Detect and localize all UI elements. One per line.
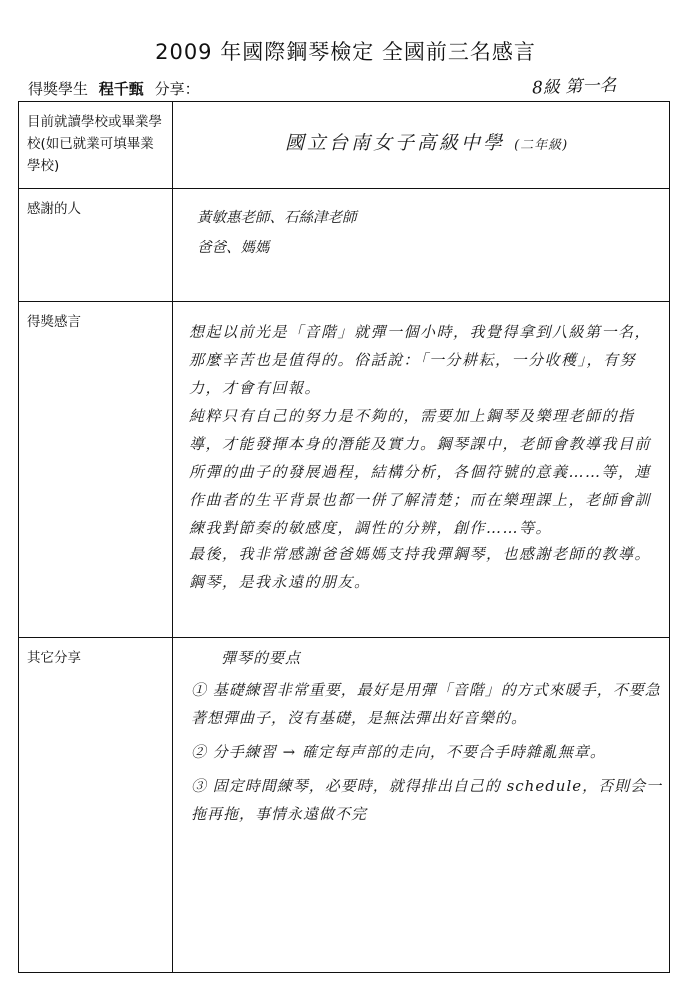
thanks-label: 感謝的人	[19, 189, 173, 301]
school-cell	[173, 102, 669, 188]
other-heading: 彈琴的要点	[221, 649, 302, 667]
row-speech	[19, 302, 669, 638]
other-cell	[173, 638, 669, 972]
share-item-1	[191, 676, 671, 732]
share-item-3-number: ③	[191, 777, 208, 795]
student-label: 得獎學生	[28, 80, 89, 98]
thanks-text	[197, 203, 357, 263]
form-table	[18, 101, 670, 973]
share-item-1-number: ①	[191, 681, 208, 699]
school-value	[285, 128, 568, 155]
thanks-line-2: 爸爸、媽媽	[197, 240, 270, 256]
speech-paragraph-2: 純粹只有自己的努力是不夠的，需要加上鋼琴及樂理老師的指導，才能發揮本身的潛能及實力。鋼琴課中，老師會教導我目前所彈的曲子的發展過程，結構分析，各個符號的意義……等，連作曲者的生平背景也都一併了解清楚；而在樂理課上，老師會訓練我對節奏的敏感度，調性的分辨，創作……等。	[189, 407, 652, 537]
student-suffix: 分享：	[154, 80, 200, 98]
share-item-2-text: 分手練習 → 確定每声部的走向，不要合手時雜亂無章。	[212, 743, 606, 761]
share-item-2	[191, 738, 671, 766]
share-item-3	[191, 772, 671, 828]
thanks-cell	[173, 189, 669, 301]
share-item-3-text: 固定時間練琴，必要時，就得排出自己的 schedule，否則会一拖再拖，事情永遠做不完	[191, 777, 663, 823]
row-other	[19, 638, 669, 972]
school-label: 目前就讀學校或畢業學校(如已就業可填畢業學校)	[19, 102, 173, 188]
thanks-line-1: 黃敏惠老師、石絲津老師	[197, 210, 357, 226]
student-name: 程千甄	[98, 80, 144, 98]
school-name: 國立台南女子高級中學	[285, 132, 506, 154]
share-item-1-text: 基礎練習非常重要，最好是用彈「音階」的方式來暖手，不要急著想彈曲子，沒有基礎，是無法彈出好音樂的。	[191, 681, 661, 727]
page-title: 2009 年國際鋼琴檢定 全國前三名感言	[155, 40, 536, 64]
share-item-2-number: ②	[191, 743, 208, 761]
student-line	[28, 78, 200, 99]
row-school	[19, 102, 669, 189]
other-label: 其它分享	[19, 638, 173, 972]
speech-paragraph-1: 想起以前光是「音階」就彈一個小時，我覺得拿到八級第一名，那麼辛苦也是值得的。俗話說：「一分耕耘，一分收穫」，有努力，才會有回報。	[189, 323, 652, 397]
speech-cell	[173, 302, 669, 637]
speech-label: 得獎感言	[19, 302, 173, 637]
row-thanks	[19, 189, 669, 302]
handwritten-rank: 8級 第一名	[531, 75, 617, 99]
speech-paragraph-3: 最後，我非常感謝爸爸媽媽支持我彈鋼琴，也感謝老師的教導。鋼琴，是我永遠的朋友。	[189, 545, 652, 591]
school-grade: (二年級)	[514, 138, 569, 153]
